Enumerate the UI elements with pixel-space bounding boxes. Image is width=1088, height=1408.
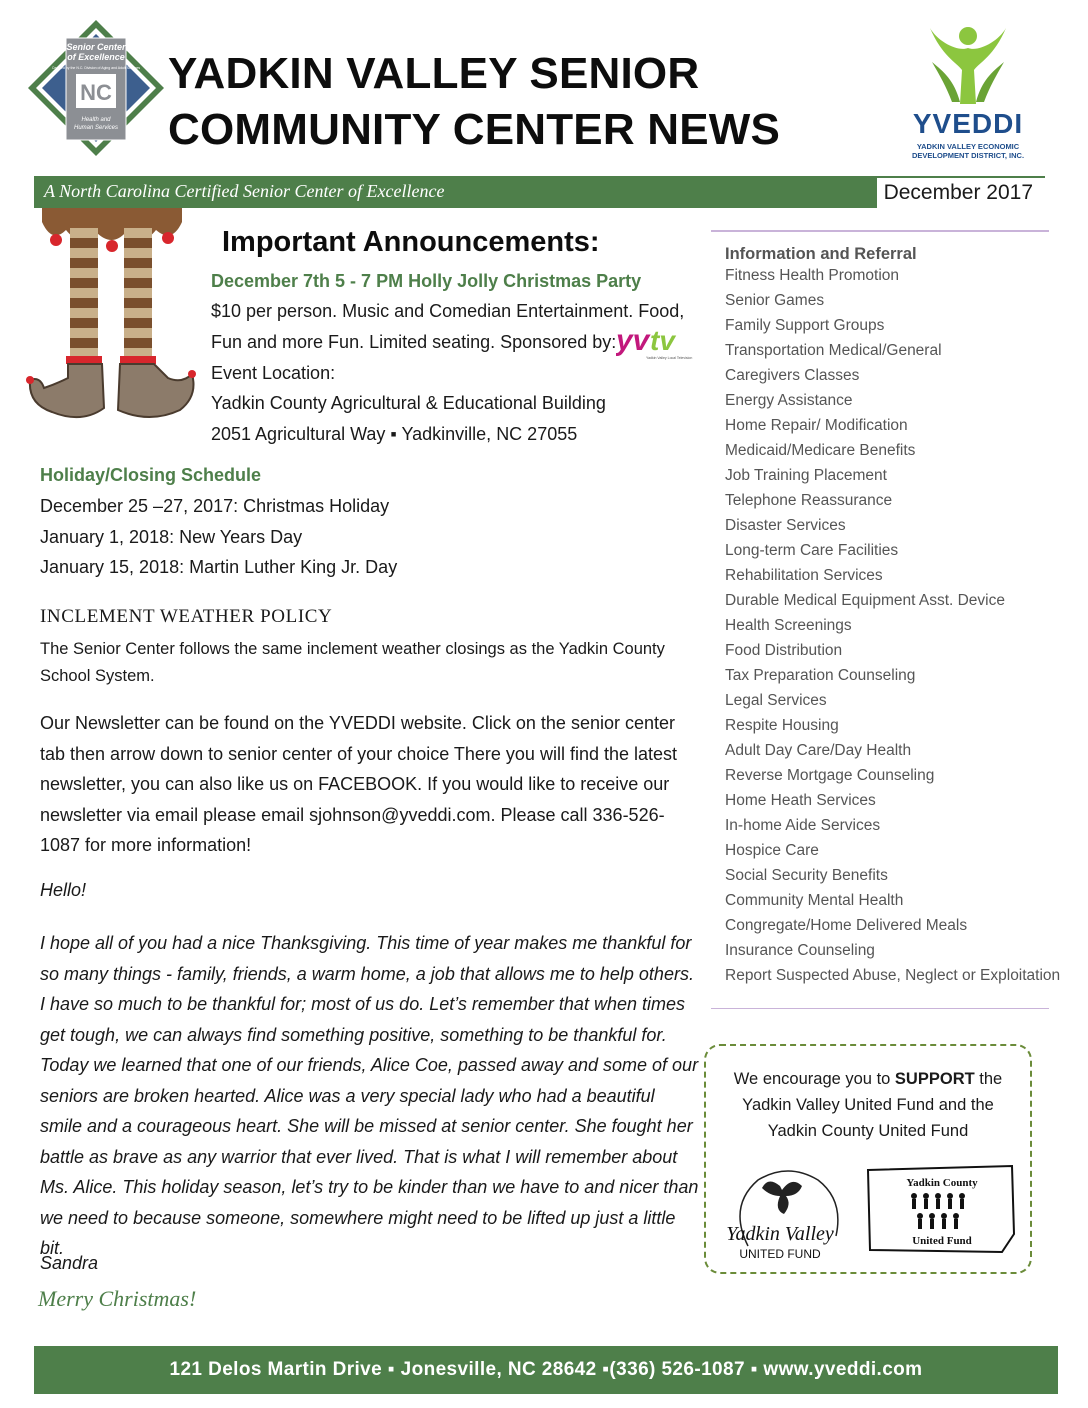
yvuf-logo-line1: Yadkin Valley xyxy=(726,1223,834,1245)
party-details-line: $10 per person. Music and Comedian Entertainment. Food, xyxy=(211,301,685,321)
support-message xyxy=(706,1066,1030,1144)
schedule-item: January 15, 2018: Martin Luther King Jr. Day xyxy=(40,557,398,577)
referral-service-item: Reverse Mortgage Counseling xyxy=(725,767,935,784)
referral-service-item: Legal Services xyxy=(725,692,827,709)
badge-bottom2: Human Services xyxy=(73,125,119,131)
yadkin-county-united-fund-logo xyxy=(862,1164,1018,1254)
ycuf-logo-line2: United Fund xyxy=(912,1235,972,1247)
badge-small-text: Certified by the N.C. Division of Aging and Adult Services xyxy=(51,66,141,70)
yvtv-small-text: Yadkin Valley Local Television xyxy=(646,356,693,360)
referral-service-item: Caregivers Classes xyxy=(725,367,860,384)
badge-bottom1: Health and xyxy=(81,117,111,123)
support-line3: Yadkin County United Fund xyxy=(767,1122,969,1140)
referral-service-item: Family Support Groups xyxy=(725,317,885,334)
support-pre-text: We encourage you to xyxy=(733,1070,895,1088)
referral-service-item: Medicaid/Medicare Benefits xyxy=(725,442,916,459)
footer-address-bar: 121 Delos Martin Drive ▪ Jonesville, NC 28642 ▪(336) 526-1087 ▪ www.yveddi.com xyxy=(34,1346,1058,1394)
referral-service-item: Report Suspected Abuse, Neglect or Exploitation xyxy=(725,967,1061,984)
yveddi-figure-icon xyxy=(898,22,1038,108)
yveddi-subtitle xyxy=(898,142,1038,160)
svg-text:tv: tv xyxy=(650,325,675,356)
referral-services-list xyxy=(725,263,1060,988)
referral-service-item: Rehabilitation Services xyxy=(725,567,883,584)
referral-service-item: Fitness Health Promotion xyxy=(725,267,900,284)
ycuf-logo-line1: Yadkin County xyxy=(906,1177,978,1189)
letter-body: I hope all of you had a nice Thanksgiving. This time of year makes me thankful for so many things - family, friends, a warm home, a job that allows me to help others. I have so much to be thankful for; most of us do. Let’s remember that when times get tough, we can always find something positive, something to be thankful for. Today we learned that one of our friends, Alice Coe, passed away and some of our seniors are broken hearted. Alice was a very special lady who had a beautiful smile and a courageous heart. She will be missed at senior center. She fought her battle as brave as any warrior that ever lived. That is what I will remember about Ms. Alice. This holiday season, let’s try to be kinder than we have to and nicer than we need to because someone, somewhere might need to be lifted up just a little bit. xyxy=(40,933,699,1258)
referral-service-item: Long-term Care Facilities xyxy=(725,542,899,559)
referral-service-item: Community Mental Health xyxy=(725,892,904,909)
weather-policy-text: The Senior Center follows the same inclement weather closings as the Yadkin County School System. xyxy=(40,640,665,685)
newsletter-info-paragraph: Our Newsletter can be found on the YVEDDI website. Click on the senior center tab then arrow down to senior center of your choice There you will find the latest newsletter, you can also like us on FACEBOOK. If you would like to receive our newsletter via email please email sjohnson@yveddi.com. Please call 336-526-1087 for more information! xyxy=(40,713,678,855)
party-location-address: 2051 Agricultural Way ▪ Yadkinville, NC 27055 xyxy=(211,424,578,444)
referral-service-item: Durable Medical Equipment Asst. Device xyxy=(725,592,1005,609)
schedule-item: December 25 –27, 2017: Christmas Holiday xyxy=(40,496,390,516)
referral-service-item: Food Distribution xyxy=(725,642,843,659)
right-leg xyxy=(124,228,152,358)
yveddi-logo xyxy=(898,22,1038,164)
referral-service-item: Social Security Benefits xyxy=(725,867,888,884)
title-line2: COMMUNITY CENTER NEWS xyxy=(168,105,781,154)
referral-service-item: Congregate/Home Delivered Meals xyxy=(725,917,968,934)
badge-line2: of Excellence xyxy=(67,52,125,62)
referral-service-item: Adult Day Care/Day Health xyxy=(725,742,912,759)
yveddi-wordmark: YVEDDI xyxy=(912,108,1024,139)
referral-service-item: Transportation Medical/General xyxy=(725,342,942,359)
yadkin-valley-united-fund-logo xyxy=(718,1166,848,1266)
title-line1: YADKIN VALLEY SENIOR xyxy=(168,49,700,98)
schedule-title: Holiday/Closing Schedule xyxy=(40,465,262,485)
referral-service-item: Health Screenings xyxy=(725,617,852,634)
sidebar-top-rule xyxy=(711,230,1049,232)
letter-greeting: Hello! xyxy=(40,880,87,900)
schedule-item: January 1, 2018: New Years Day xyxy=(40,527,303,547)
referral-service-item: Telephone Reassurance xyxy=(725,492,893,509)
tagline-band xyxy=(34,176,1045,208)
issue-date: December 2017 xyxy=(877,176,1045,208)
elf-legs-illustration xyxy=(22,208,200,430)
referral-service-item: Insurance Counseling xyxy=(725,942,875,959)
support-emphasis: SUPPORT xyxy=(894,1070,975,1088)
referral-service-item: In-home Aide Services xyxy=(725,817,881,834)
party-title: December 7th 5 - 7 PM Holly Jolly Christmas Party xyxy=(211,271,642,291)
referral-service-item: Respite Housing xyxy=(725,717,839,734)
yveddi-subtitle-line2: DEVELOPMENT DISTRICT, INC. xyxy=(911,151,1025,160)
support-line2: Yadkin Valley United Fund and the xyxy=(742,1096,994,1114)
senior-center-of-excellence-badge xyxy=(26,18,166,158)
badge-line1: Senior Center xyxy=(66,42,126,52)
party-location-name: Yadkin County Agricultural & Educational Building xyxy=(211,393,606,413)
party-location-label: Event Location: xyxy=(211,363,336,383)
announcements-heading: Important Announcements: xyxy=(222,226,600,258)
yvuf-logo-line2: UNITED FUND xyxy=(739,1247,821,1261)
support-line1 xyxy=(706,1066,1030,1092)
newsletter-title xyxy=(168,46,868,158)
yveddi-subtitle-line1: YADKIN VALLEY ECONOMIC xyxy=(916,142,1020,151)
support-post-text: the xyxy=(974,1070,1003,1088)
badge-nc-mark: NC xyxy=(80,80,112,105)
letter-signature: Sandra xyxy=(40,1253,99,1273)
tagline: A North Carolina Certified Senior Center of Excellence xyxy=(44,181,445,201)
merry-christmas-closing: Merry Christmas! xyxy=(38,1286,197,1311)
left-leg xyxy=(70,228,98,358)
sidebar-bottom-rule xyxy=(711,1008,1049,1009)
referral-service-item: Energy Assistance xyxy=(725,392,853,409)
referral-service-item: Hospice Care xyxy=(725,842,819,859)
referral-service-item: Senior Games xyxy=(725,292,825,309)
sidebar-heading: Information and Referral xyxy=(725,245,917,263)
yvtv-sponsor-logo xyxy=(616,322,700,362)
svg-text:yv: yv xyxy=(616,324,650,357)
party-details-line: Fun and more Fun. Limited seating. Sponsored by: xyxy=(211,332,617,352)
referral-service-item: Disaster Services xyxy=(725,517,846,534)
referral-service-item: Tax Preparation Counseling xyxy=(725,667,916,684)
referral-service-item: Home Heath Services xyxy=(725,792,876,809)
referral-service-item: Job Training Placement xyxy=(725,467,887,484)
united-fund-support-box xyxy=(704,1044,1032,1274)
referral-service-item: Home Repair/ Modification xyxy=(725,417,908,434)
weather-policy-title: INCLEMENT WEATHER POLICY xyxy=(40,606,333,627)
